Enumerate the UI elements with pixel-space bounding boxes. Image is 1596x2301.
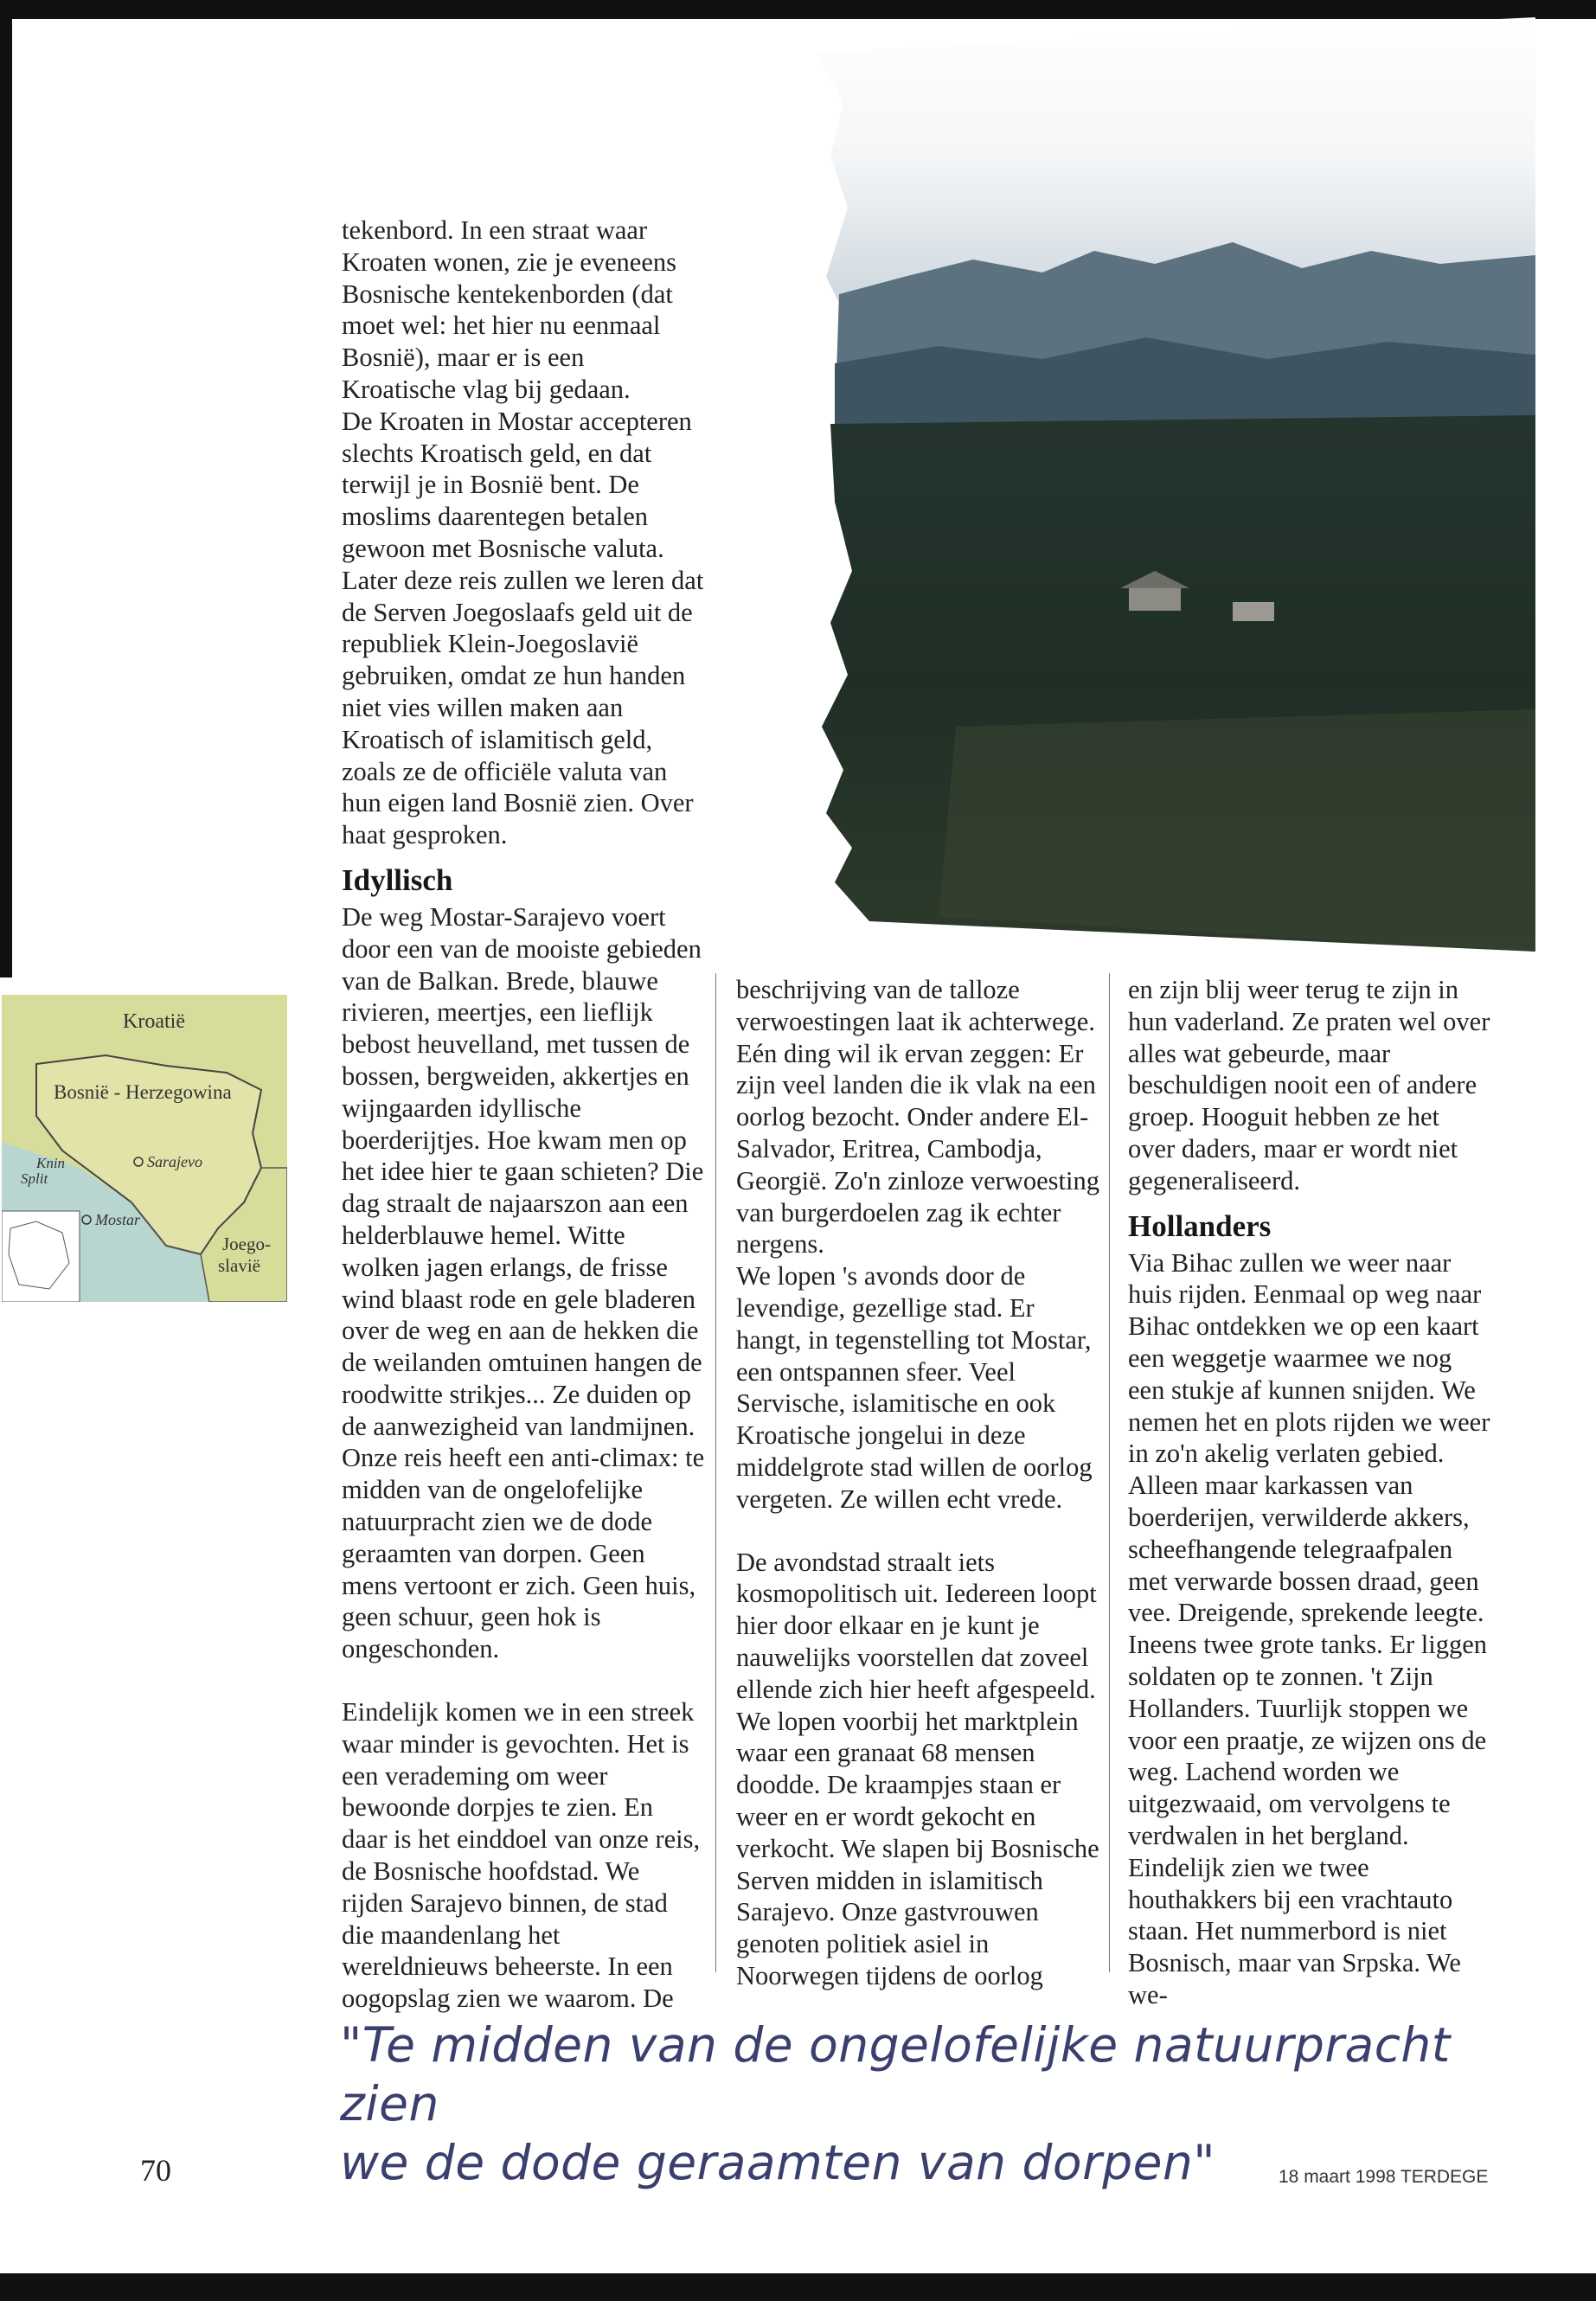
paragraph: De weg Mostar-Sarajevo voert door een van de mooiste gebieden van de Balkan. Brede, blauwe rivieren, meertjes, een lieflijk bebost heuvelland, met tussen de bossen, bergweiden, akkertjes en wijngaarden idyllische boerderijtjes. Hoe kwam men op het idee hier te gaan schieten? Die dag straalt de najaarszon aan een helderblauwe hemel. Witte wolken jagen erlangs, de frisse wind blaast rode en gele bladeren over de weg en aan de hekken die de weilanden omtuinen hangen de roodwitte strikjes... Ze duiden op de aanwezigheid van landmijnen. [342,901,704,1441]
pull-quote-line-1: "Te midden van de ongelofelijke natuurpracht zien [340,2017,1451,2131]
paragraph: Eindelijk komen we in een streek waar minder is gevochten. Het is een verademing om weer bewoonde dorpjes te zien. En daar is het einddoel van onze reis, de Bosnische hoofdstad. We rijden Sarajevo binnen, de stad die maandenlang het wereldnieuws beheerste. In een oogopslag zien we waarom. De [342,1697,701,2014]
pull-quote-line-2: we de dode geraamten van dorpen" [340,2135,1216,2190]
column-divider [1109,973,1110,1972]
scan-border-bottom [0,2273,1596,2301]
section-heading-hollanders: Hollanders [1128,1208,1272,1243]
column-divider [715,973,716,1972]
scan-border-left [0,0,12,977]
paragraph: tekenbord. In een straat waar Kroaten wonen, zie je eveneens Bosnische kentekenborden (dat moet wel: het hier nu eenmaal Bosnië), maar er is een Kroatische vlag bij gedaan. [342,215,676,404]
map-label-mostar: Mostar [95,1211,141,1228]
map-label-split: Split [21,1170,48,1187]
article-column-3 [1128,974,1491,2011]
page-number: 70 [140,2153,171,2188]
paragraph: De Kroaten in Mostar accepteren slechts Kroatisch geld, en dat terwijl je in Bosnië bent. De moslims daarentegen betalen gewoon met Bosnische valuta. [342,406,692,563]
article-column-1 [342,215,705,2015]
map-label-joego-1: Joego- [222,1234,271,1254]
map-label-knin: Knin [36,1155,66,1171]
paragraph: Later deze reis zullen we leren dat de Serven Joegoslaafs geld uit de republiek Klein-Joegoslavië gebruiken, omdat ze hun handen niet vies willen maken aan Kroatisch of islamitisch geld, zoals ze de officiële valuta van hun eigen land Bosnië zien. Over haat gesproken. [342,565,704,850]
map-label-joego-2: slavië [218,1255,260,1276]
bosnia-map [2,995,287,1302]
section-heading-idyllisch: Idyllisch [342,862,453,897]
article-column-2 [736,974,1099,1992]
pull-quote [340,2016,1551,2192]
scan-border-top [0,0,1596,19]
paragraph: beschrijving van de talloze verwoestingen laat ik achterwege. Eén ding wil ik ervan zeggen: Er zijn veel landen die ik vlak na een oorlog bezocht. Onder andere El-Salvador, Eritrea, Cambodja, Georgië. Zo'n zinloze verwoesting van burgerdoelen zag ik echter nergens. [736,975,1099,1259]
landscape-photo [783,17,1535,952]
map-label-bosnie: Bosnië - Herzegowina [54,1081,232,1103]
map-label-sarajevo: Sarajevo [147,1153,202,1170]
paragraph: De avondstad straalt iets kosmopolitisch uit. Iedereen loopt hier door elkaar en je kunt je nauwelijks voorstellen dat zoveel ellende zich hier heeft afgespeeld. We lopen voorbij het marktplein waar een granaat 68 mensen doodde. De kraampjes staan er weer en er wordt gekocht en verkocht. We slapen bij Bosnische Serven midden in islamitisch Sarajevo. Onze gastvrouwen genoten politiek asiel in Noorwegen tijdens de oorlog [736,1547,1099,1990]
paragraph: en zijn blij weer terug te zijn in hun vaderland. Ze praten wel over alles wat gebeurde, maar beschuldigen nooit een of andere groep. Hooguit hebben ze het over daders, maar er wordt niet gegeneraliseerd. [1128,975,1490,1195]
issue-info: 18 maart 1998 TERDEGE [1279,2167,1489,2187]
paragraph: Via Bihac zullen we weer naar huis rijden. Eenmaal op weg naar Bihac ontdekken we op een kaart een weggetje waarmee we nog een stukje af kunnen snijden. We nemen het en plots rijden we weer in zo'n akelig verlaten gebied. Alleen maar karkassen van boerderijen, verwilderde akkers, scheefhangende telegraafpalen met verwarde bossen draad, geen vee. Dreigende, sprekende leegte. Ineens twee grote tanks. Er liggen soldaten op te zonnen. 't Zijn Hollanders. Tuurlijk stoppen we voor een praatje, ze wijzen ons de weg. Lachend worden we uitgezwaaid, om vervolgens te verdwalen in het bergland. Eindelijk zien we twee houthakkers bij een vrachtauto staan. Het nummerbord is niet Bosnisch, maar van Srpska. We we- [1128,1247,1490,2009]
paragraph: We lopen 's avonds door de levendige, gezellige stad. Er hangt, in tegenstelling tot Mostar, een ontspannen sfeer. Veel Servische, islamitische en ook Kroatische jongelui in deze middelgrote stad willen de oorlog vergeten. Ze willen echt vrede. [736,1261,1093,1514]
paragraph: Onze reis heeft een anti-climax: te midden van de ongelofelijke natuurpracht zien we de dode geraamten van dorpen. Geen mens vertoont er zich. Geen huis, geen schuur, geen hok is ongeschonden. [342,1443,705,1664]
map-label-kroatie: Kroatië [123,1010,185,1033]
